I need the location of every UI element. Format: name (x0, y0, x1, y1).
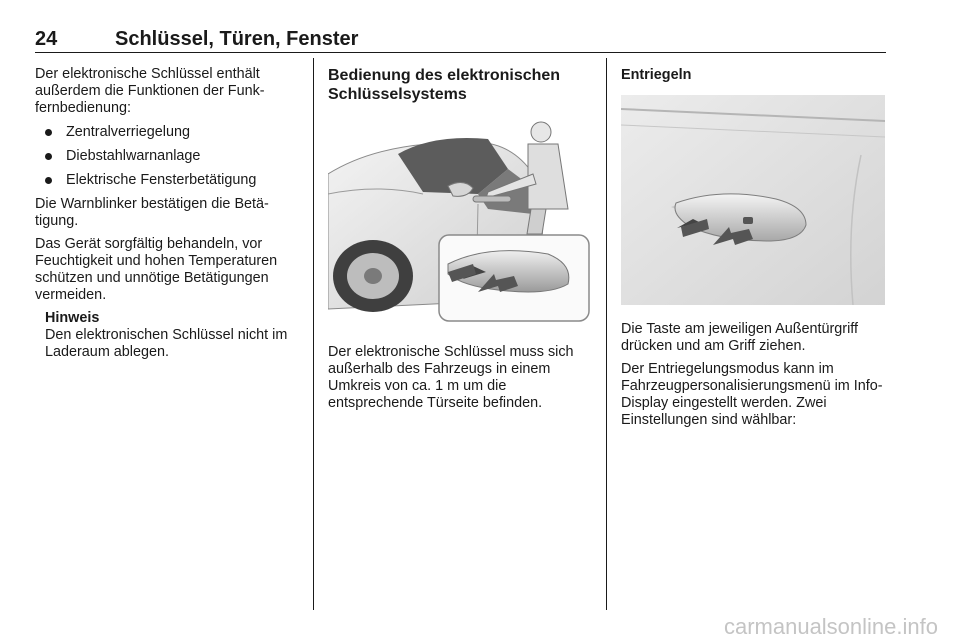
list-item: Zentralverriegelung (35, 124, 303, 141)
care-paragraph: Das Gerät sorgfältig behandeln, vor Feuchtigkeit und hohen Temperaturen schützen und unnötige Betätigungen vermeiden. (35, 236, 278, 303)
page-header (35, 28, 885, 52)
intro-paragraph: Der elektronische Schlüssel enthält außerdem die Funktionen der Funkfernbedienung: (35, 66, 265, 116)
function-list (35, 124, 303, 189)
column-3 (621, 66, 889, 435)
column-1 (35, 66, 303, 361)
unlock-paragraph-1: Die Taste am jeweiligen Außentürgriff drücken und am Griff ziehen. (621, 321, 859, 354)
section-heading-unlock: Entriegeln (621, 67, 692, 83)
note-heading: Hinweis (45, 310, 100, 326)
car-door-illustration (328, 114, 593, 324)
list-item: Diebstahlwarnanlage (35, 148, 303, 165)
note-box (45, 310, 303, 361)
watermark-text: carmanualsonline.info (723, 614, 938, 639)
section-heading-operation: Bedienung des elektronischen Schlüsselsystems (328, 67, 561, 103)
note-text: Den elektronischen Schlüssel nicht im Laderaum ablegen. (45, 327, 288, 360)
range-paragraph: Der elektronische Schlüssel muss sich außerhalb des Fahrzeugs in einem Umkreis von ca. 1 m um die entsprechende Türseite befinden. (328, 344, 574, 411)
column-divider-1 (313, 58, 314, 610)
door-handle-illustration (621, 95, 885, 305)
unlock-paragraph-2: Der Entriegelungsmodus kann im Fahrzeugpersonalisierungsmenü im Info-Display eingestellt werden. Zwei Einstellungen sind wählbar: (621, 361, 883, 428)
hazard-paragraph: Die Warnblinker bestätigen die Betätigung. (35, 196, 269, 229)
page-number: 24 (35, 28, 58, 50)
chapter-title: Schlüssel, Türen, Fenster (115, 28, 359, 50)
list-item: Elektrische Fensterbetätigung (35, 172, 303, 189)
column-divider-2 (606, 58, 607, 610)
header-rule (35, 52, 886, 53)
column-2 (328, 66, 593, 418)
